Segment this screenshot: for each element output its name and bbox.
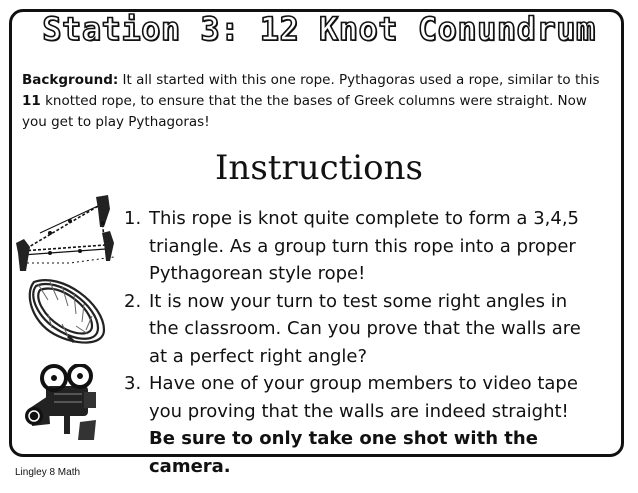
background-paragraph	[22, 70, 614, 133]
step-text: Have one of your group members to video tape you proving that the walls are indeed straight!	[149, 373, 578, 422]
step-number: 2.	[124, 290, 142, 312]
video-camera-icon	[24, 364, 108, 444]
instructions-heading: Instructions	[215, 148, 423, 188]
page-title: Station 3: 12 Knot Conundrum	[42, 10, 596, 48]
instructions-list	[120, 205, 600, 480]
background-text-2: knotted rope, to ensure that the the bases of Greek columns were straight. Now you get to play Pythagoras!	[22, 93, 587, 130]
footer-credit: Lingley 8 Math	[15, 467, 81, 478]
step-text: This rope is knot quite complete to form a 3,4,5 triangle. As a group turn this rope into a proper Pythagorean style rope!	[149, 208, 579, 284]
coiled-rope-icon	[28, 276, 106, 346]
rope-triangle-icon	[10, 193, 122, 273]
background-label: Background:	[22, 72, 119, 88]
step-number: 3.	[124, 373, 142, 394]
step-emphasis: Be sure to only take one shot with the camera.	[149, 428, 538, 477]
background-number: 11	[22, 93, 41, 109]
instruction-step	[120, 288, 600, 371]
background-text-1: It all started with this one rope. Pythagoras used a rope, similar to this	[118, 72, 600, 88]
step-number: 1.	[124, 208, 142, 229]
instruction-step	[120, 205, 600, 288]
instruction-step	[120, 370, 600, 480]
step-text: It is now your turn to test some right angles in the classroom. Can you prove that the walls are at a perfect right angle?	[149, 290, 581, 367]
